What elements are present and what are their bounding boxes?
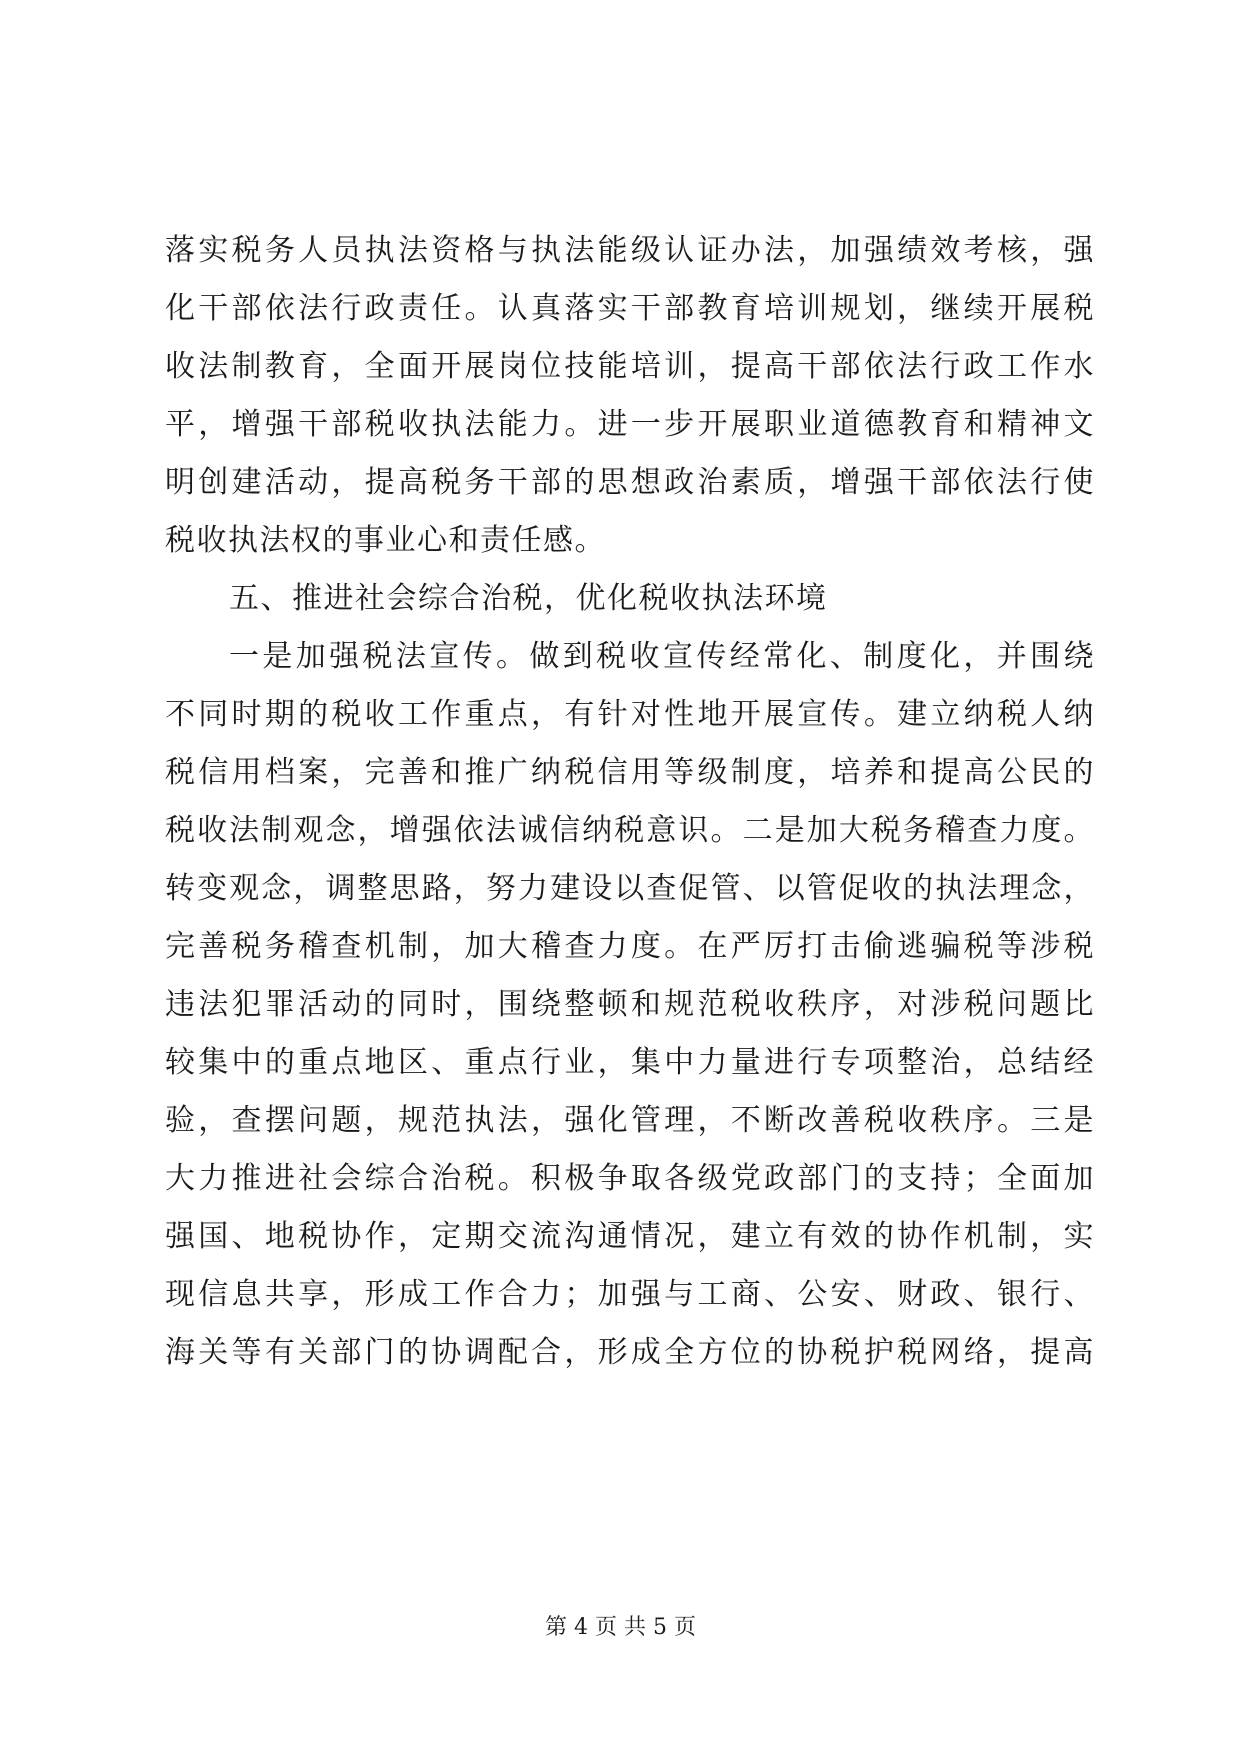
text-line: 违法犯罪活动的同时，围绕整顿和规范税收秩序，对涉税问题比 [165,987,1095,1022]
text-line: 税收法制观念，增强依法诚信纳税意识。二是加大税务稽查力度。 [165,813,1095,848]
document-body [165,222,1095,1382]
page-footer [0,1610,1241,1641]
text-line: 强国、地税协作，定期交流沟通情况，建立有效的协作机制，实 [165,1219,1095,1254]
text-line: 收法制教育，全面开展岗位技能培训，提高干部依法行政工作水 [165,349,1095,384]
text-line: 不同时期的税收工作重点，有针对性地开展宣传。建立纳税人纳 [165,697,1095,732]
paragraph-execution-qualification [165,222,1095,570]
text-line: 大力推进社会综合治税。积极争取各级党政部门的支持；全面加 [165,1161,1095,1196]
text-line: 一是加强税法宣传。做到税收宣传经常化、制度化，并围绕 [229,639,1095,674]
text-line: 验，查摆问题，规范执法，强化管理，不断改善税收秩序。三是 [165,1103,1095,1138]
text-line: 完善税务稽查机制，加大稽查力度。在严厉打击偷逃骗税等涉税 [165,929,1095,964]
text-line: 落实税务人员执法资格与执法能级认证办法，加强绩效考核，强 [165,233,1095,268]
text-line: 化干部依法行政责任。认真落实干部教育培训规划，继续开展税 [165,291,1095,326]
text-line: 海关等有关部门的协调配合，形成全方位的协税护税网络，提高 [165,1335,1095,1370]
text-line: 税信用档案，完善和推广纳税信用等级制度，培养和提高公民的 [165,755,1095,790]
text-line: 现信息共享，形成工作合力；加强与工商、公安、财政、银行、 [165,1277,1095,1312]
text-line: 明创建活动，提高税务干部的思想政治素质，增强干部依法行使 [165,465,1095,500]
page-number: 第 4 页 共 5 页 [545,1615,696,1640]
text-line: 较集中的重点地区、重点行业，集中力量进行专项整治，总结经 [165,1045,1095,1080]
paragraph-social-tax-governance [165,628,1095,1382]
section-heading: 五、推进社会综合治税，优化税收执法环境 [229,581,828,616]
text-line: 转变观念，调整思路，努力建设以查促管、以管促收的执法理念， [165,871,1095,906]
text-line: 平，增强干部税收执法能力。进一步开展职业道德教育和精神文 [165,407,1095,442]
text-line: 税收执法权的事业心和责任感。 [165,523,606,558]
